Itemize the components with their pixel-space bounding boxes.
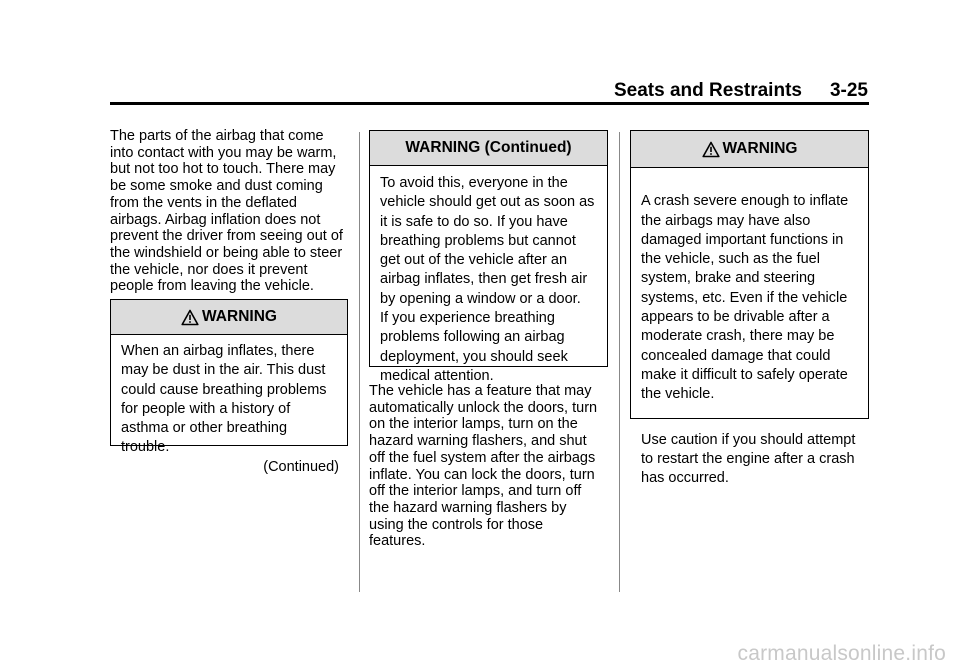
page-header [0, 78, 868, 104]
warning-header [631, 131, 868, 168]
caution-triangle-icon [702, 141, 720, 158]
watermark: carmanualsonline.info [737, 642, 946, 665]
header-rule [110, 102, 869, 105]
auto-unlock-paragraph: The vehicle has a feature that may automatically unlock the doors, turn on the interior lamps, turn on the hazard warning flashers, and shut off the fuel system after the airbags inflate. You can lock the doors, turn off the interior lamps, and turn off the hazard warning flashers by using the controls for those features. [369, 383, 598, 550]
warning-header [111, 300, 347, 335]
warning-text: A crash severe enough to inflate the airbags may have also damaged important functions in the vehicle, such as the fuel system, brake and steering systems, etc. Even if the vehicle appears to be drivable after a moderate crash, there may be concealed damage that could make it difficult to safely operate the vehicle. [641, 193, 849, 403]
caution-triangle-icon [181, 309, 199, 326]
continued-label: (Continued) [263, 458, 339, 475]
warning-text: When an airbag inflates, there may be dust in the air. This dust could cause breathing problems for people with a history of asthma or other breathing trouble. [121, 343, 327, 456]
warning-header [370, 131, 607, 166]
page-number: 3-25 [829, 80, 868, 101]
column-divider [359, 132, 360, 592]
warning-box [110, 299, 348, 475]
warning-text: To avoid this, everyone in the vehicle should get out as soon as it is safe to do so. If you have breathing problems but cannot get out of the vehicle after an airbag inflates, then get fresh air by opening a window or a door. If you experience breathing problems following an airbag deployment, you should seek medical attention. [380, 175, 595, 384]
warning-title: WARNING [722, 140, 798, 157]
section-title: Seats and Restraints [614, 80, 802, 101]
warning-box [630, 130, 869, 487]
warning-title: WARNING (Continued) [405, 139, 572, 156]
warning-continued-box [369, 130, 608, 384]
airbag-heat-paragraph: The parts of the airbag that come into contact with you may be warm, but not too hot to touch. There may be some smoke and dust coming from the vents in the deflated airbags. Airbag inflation does not prevent the driver from seeing out of the windshield or being able to steer the vehicle, nor does it prevent people from leaving the vehicle. [110, 128, 343, 295]
column-divider [619, 132, 620, 592]
warning-text: Use caution if you should attempt to restart the engine after a crash has occurred. [641, 431, 856, 487]
warning-title: WARNING [202, 308, 277, 325]
